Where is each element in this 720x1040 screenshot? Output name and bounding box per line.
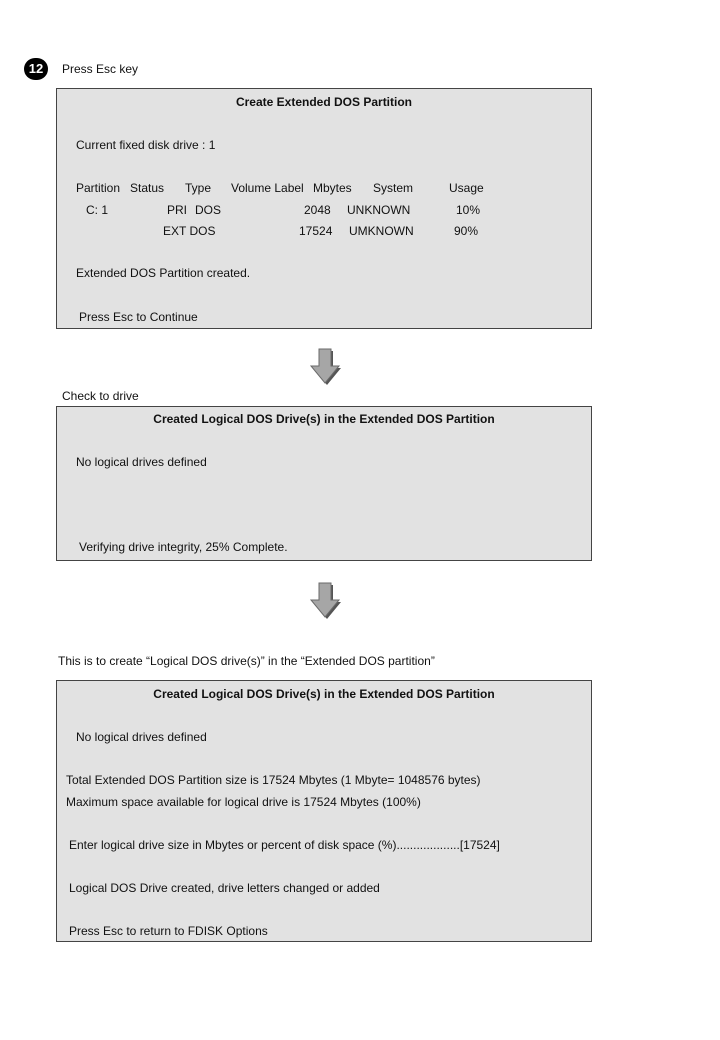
row2-type: EXT DOS xyxy=(163,224,216,238)
step-number-badge: 12 xyxy=(24,58,48,80)
row1-usage: 10% xyxy=(456,203,481,217)
panel2-title: Created Logical DOS Drive(s) in the Extended DOS Partition xyxy=(153,412,495,426)
header-partition: Partition xyxy=(76,181,121,195)
down-arrow-icon xyxy=(308,580,342,620)
header-volume-label: Volume Label xyxy=(231,181,304,195)
verify-drive-panel xyxy=(56,406,592,561)
drive-size-prompt: Enter logical drive size in Mbytes or percent of disk space (%)...................[17524] xyxy=(69,838,500,852)
current-drive-text: Current fixed disk drive : 1 xyxy=(76,138,216,152)
row1-mbytes: 2048 xyxy=(304,203,331,217)
no-logical-drives-text: No logical drives defined xyxy=(76,730,207,744)
verifying-status-text: Verifying drive integrity, 25% Complete. xyxy=(79,540,288,554)
create-logical-caption: This is to create “Logical DOS drive(s)” in the “Extended DOS partition” xyxy=(58,654,435,668)
step-instruction: Press Esc key xyxy=(62,62,139,76)
total-size-text: Total Extended DOS Partition size is 17524 Mbytes (1 Mbyte= 1048576 bytes) xyxy=(66,773,481,787)
create-extended-partition-panel xyxy=(56,88,592,329)
header-usage: Usage xyxy=(449,181,484,195)
create-logical-drive-panel xyxy=(56,680,592,942)
header-status: Status xyxy=(130,181,165,195)
row1-system: UNKNOWN xyxy=(347,203,411,217)
press-esc-fdisk-options: Press Esc to return to FDISK Options xyxy=(69,924,268,938)
check-drive-caption: Check to drive xyxy=(62,389,139,403)
down-arrow-icon xyxy=(308,346,342,386)
max-space-text: Maximum space available for logical drive is 17524 Mbytes (100%) xyxy=(66,795,421,809)
row1-partition: C: 1 xyxy=(86,203,109,217)
partition-created-message: Extended DOS Partition created. xyxy=(76,266,251,280)
press-esc-continue: Press Esc to Continue xyxy=(79,310,198,324)
header-mbytes: Mbytes xyxy=(313,181,352,195)
row2-usage: 90% xyxy=(454,224,479,238)
row1-status: PRI xyxy=(167,203,188,217)
header-type: Type xyxy=(185,181,212,195)
row1-type: DOS xyxy=(195,203,222,217)
no-logical-drives-text: No logical drives defined xyxy=(76,455,207,469)
header-system: System xyxy=(373,181,414,195)
panel1-title: Create Extended DOS Partition xyxy=(235,95,413,109)
drive-created-message: Logical DOS Drive created, drive letters changed or added xyxy=(69,881,380,895)
row2-mbytes: 17524 xyxy=(299,224,333,238)
panel3-title: Created Logical DOS Drive(s) in the Extended DOS Partition xyxy=(153,687,495,701)
row2-system: UMKNOWN xyxy=(349,224,414,238)
